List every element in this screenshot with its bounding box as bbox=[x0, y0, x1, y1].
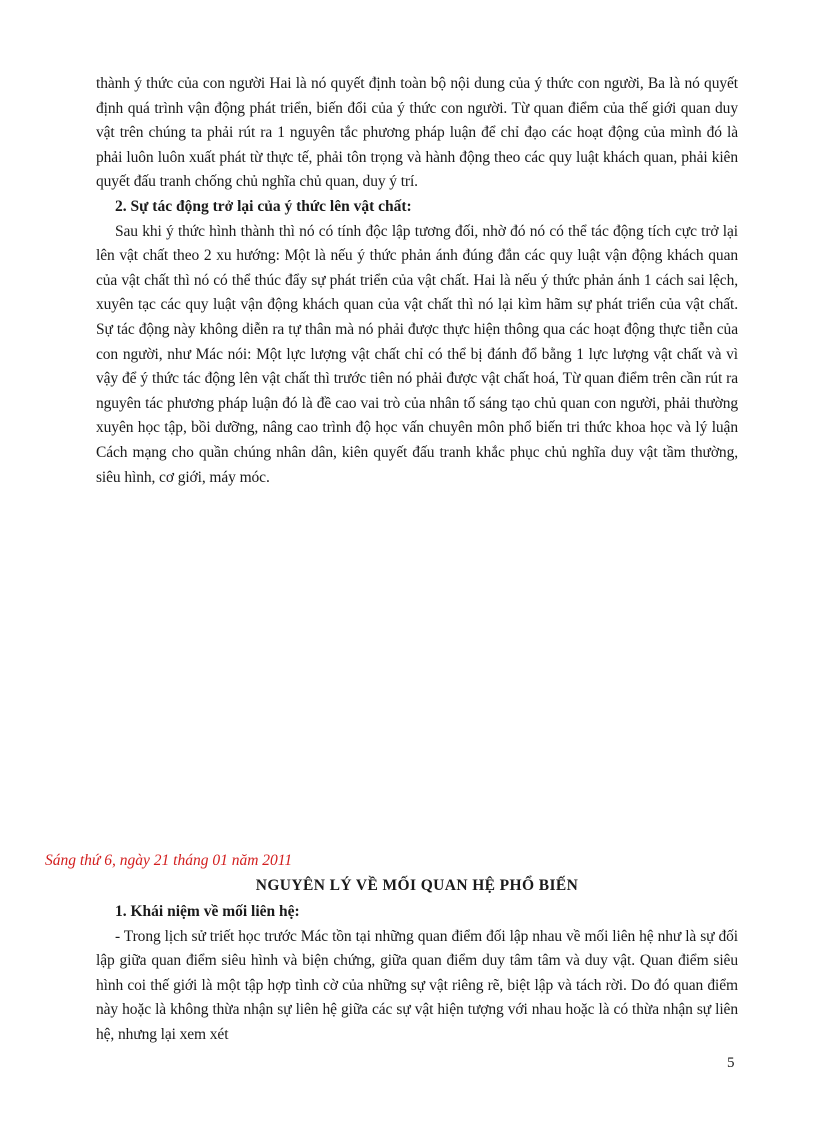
chapter-title: NGUYÊN LÝ VỀ MỐI QUAN HỆ PHỔ BIẾN bbox=[255, 877, 579, 894]
date-line: Sáng thứ 6, ngày 21 tháng 01 năm 2011 bbox=[45, 852, 293, 869]
body-paragraph: - Trong lịch sử triết học trước Mác tồn tại những quan điểm đối lập nhau về mối liên hệ như là sự đối lập giữa quan điểm siêu hình và biện chứng, giữa quan điểm duy tâm tâm và duy vật. Quan điểm siêu hình coi thế giới là một tập hợp tình cờ của những sự vật riêng rẽ, biệt lập và tách rời. Do đó quan điểm này hoặc là không thừa nhận sự liên hệ giữa các sự vật hiện tượng với nhau hoặc là có thừa nhận sự liên hệ, nhưng lại xem xét bbox=[96, 927, 738, 1043]
body-paragraph: Sau khi ý thức hình thành thì nó có tính độc lập tương đối, nhờ đó nó có thể tác động tích cực trở lại lên vật chất theo 2 xu hướng: Một là nếu ý thức phản ánh đúng đắn các quy luật vận động khách quan của vật chất thì nó có thể thúc đẩy sự phát triển của vật chất. Hai là nếu ý thức phản ánh 1 cách sai lệch, xuyên tạc các quy luật vận động khách quan của vật chất thì nó lại kìm hãm sự phát triển của vật chất. Sự tác động này không diễn ra tự thân mà nó phải được thực hiện thông qua các hoạt động thực tiễn của con người, như Mác nói: Một lực lượng vật chất chỉ có thể bị đánh đổ bằng 1 lực lượng vật chất và vì vậy để ý thức tác động lên vật chất thì trước tiên nó phải được vật chất hoá, Từ quan điểm trên cần rút ra nguyên tác phương pháp luận đó là đề cao vai trò của nhân tố sáng tạo chủ quan con người, phải thường xuyên học tập, bồi dưỡng, nâng cao trình độ học vấn chuyên môn phổ biến tri thức khoa học và lý luận Cách mạng cho quần chúng nhân dân, kiên quyết đấu tranh khắc phục chủ nghĩa duy vật tầm thường, siêu hình, cơ giới, máy móc. bbox=[96, 222, 738, 486]
page-number: 5 bbox=[727, 1055, 735, 1071]
intro-paragraph: thành ý thức của con người Hai là nó quyết định toàn bộ nội dung của ý thức con người, Ba là nó quyết định quá trình vận động phát triển, biến đổi của ý thức con người. Từ quan điểm của thế giới quan duy vật trên chúng ta phải rút ra 1 nguyên tắc phương pháp luận để chỉ đạo các hoạt động của mình đó là phải luôn luôn xuất phát từ thực tế, phải tôn trọng và hành động theo các quy luật khách quan, phải kiên quyết đấu tranh chống chủ nghĩa chủ quan, duy ý trí. bbox=[96, 75, 738, 191]
section-relations bbox=[96, 900, 738, 1048]
section-consciousness bbox=[96, 72, 738, 490]
section-heading: 2. Sự tác động trở lại của ý thức lên vật chất: bbox=[115, 197, 412, 215]
section-heading: 1. Khái niệm về mối liên hệ: bbox=[115, 903, 300, 920]
